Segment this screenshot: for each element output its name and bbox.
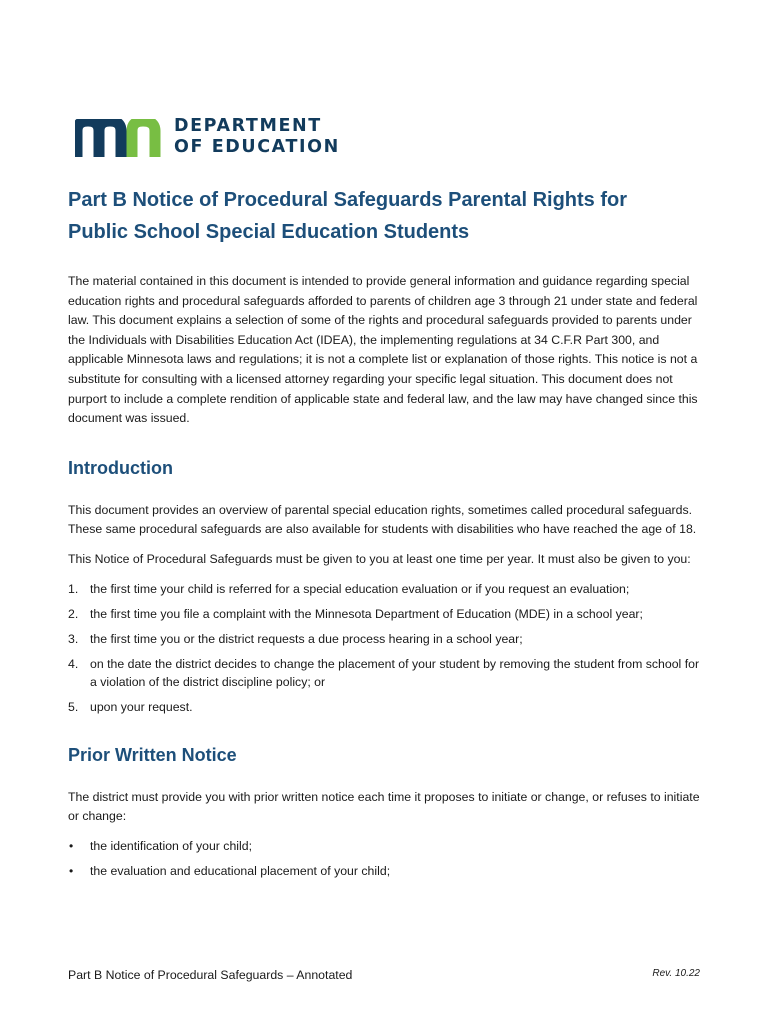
document-body: [68, 184, 704, 894]
list-item: [68, 580, 704, 598]
bullet-item: [68, 837, 704, 855]
logo-text: [174, 116, 340, 158]
list-text: the first time you file a complaint with the Minnesota Department of Education (MDE) in a school year;: [90, 606, 643, 621]
mn-logo-icon: [75, 119, 161, 159]
prior-notice-paragraph: The district must provide you with prior written notice each time it proposes to initiate or change, or refuses to initiate or change:: [68, 789, 700, 824]
introduction-heading: Introduction: [68, 457, 173, 478]
list-number: 3.: [68, 631, 79, 646]
list-number: 5.: [68, 699, 79, 714]
list-item: [68, 698, 704, 716]
introduction-paragraph-1: This document provides an overview of parental special education rights, sometimes called procedural safeguards. These same procedural safeguards are also available for students with disabilities who have reached the age of 18.: [68, 502, 697, 537]
footer-revision: Rev. 10.22: [652, 968, 700, 979]
list-item: [68, 630, 704, 648]
list-number: 2.: [68, 606, 79, 621]
list-text: the first time you or the district requests a due process hearing in a school year;: [90, 631, 523, 646]
list-text: on the date the district decides to change the placement of your student by removing the student from school for a violation of the district discipline policy; or: [90, 656, 700, 689]
department-logo: [75, 112, 365, 162]
bullet-item: [68, 862, 704, 880]
bullet-text: the identification of your child;: [90, 838, 253, 853]
list-item: [68, 655, 704, 691]
list-number: 1.: [68, 581, 79, 596]
bullet-icon: •: [69, 838, 74, 853]
introduction-paragraph-2: This Notice of Procedural Safeguards must be given to you at least one time per year. It must also be given to you:: [68, 551, 691, 566]
logo-line-1: DEPARTMENT: [174, 116, 322, 136]
bullet-icon: •: [69, 863, 74, 878]
prior-written-notice-heading: Prior Written Notice: [68, 744, 237, 765]
numbered-list: [68, 580, 704, 716]
bullet-list: [68, 837, 704, 880]
list-text: upon your request.: [90, 699, 193, 714]
footer-title: Part B Notice of Procedural Safeguards – Annotated: [68, 968, 353, 982]
logo-line-2: OF EDUCATION: [174, 137, 340, 157]
document-title: Part B Notice of Procedural Safeguards Parental Rights for Public School Special Education Students: [68, 189, 628, 243]
list-number: 4.: [68, 656, 79, 671]
list-item: [68, 605, 704, 623]
intro-paragraph: The material contained in this document is intended to provide general information and guidance regarding special education rights and procedural safeguards afforded to parents of children age 3 through 21 under state and federal law. This document explains a selection of some of the rights and procedural safeguards provided to parents under the Individuals with Disabilities Education Act (IDEA), the implementing regulations at 34 C.F.R Part 300, and applicable Minnesota laws and regulations; it is not a complete list or explanation of those rights. This notice is not a substitute for consulting with a licensed attorney regarding your specific legal situation. This document does not purport to include a complete rendition of applicable state and federal law, and the law may have changed since this document was issued.: [68, 274, 698, 426]
list-text: the first time your child is referred for a special education evaluation or if you request an evaluation;: [90, 581, 630, 596]
bullet-text: the evaluation and educational placement of your child;: [90, 863, 391, 878]
